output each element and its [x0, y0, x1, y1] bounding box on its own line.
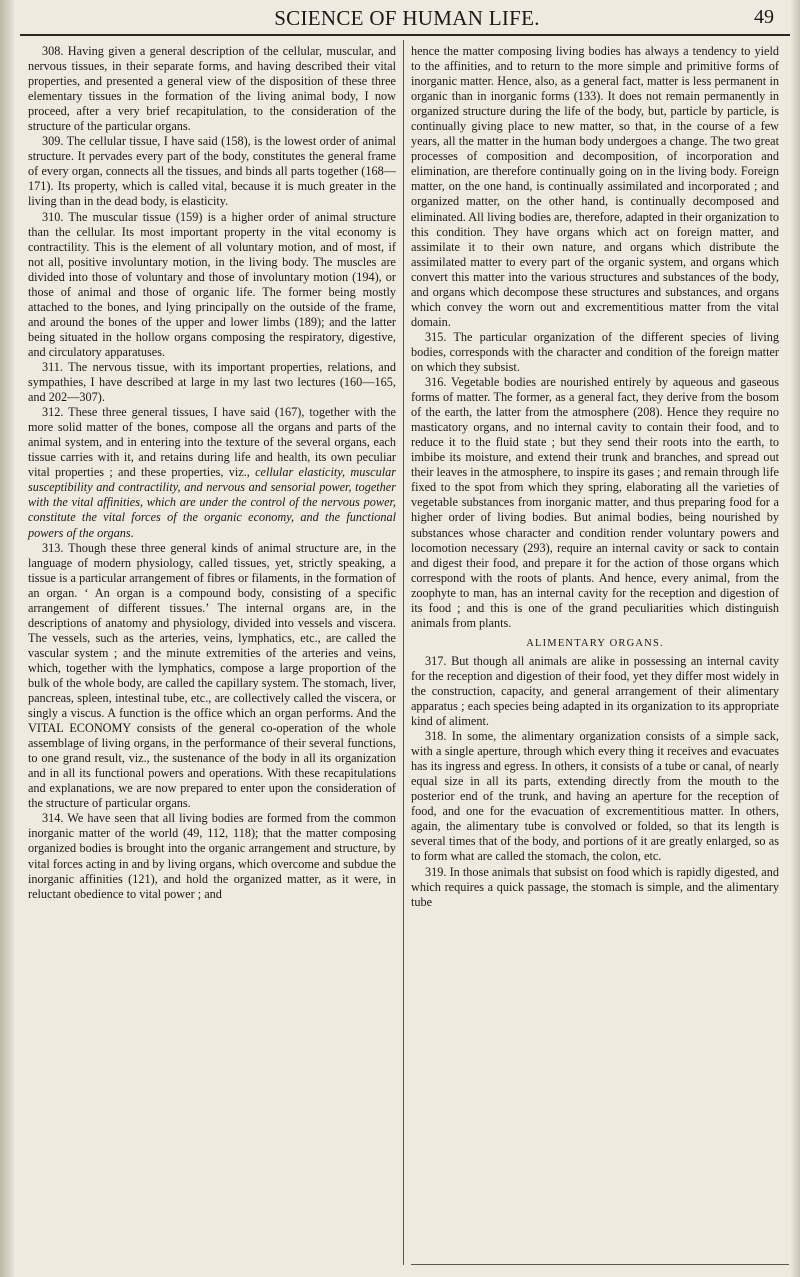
section-heading: ALIMENTARY ORGANS. — [526, 637, 664, 649]
paragraph-text-tail: . — [130, 525, 134, 540]
emphasized-text: cellular elasticity, muscular susceptibility and contractility, and nervous and sensorial power, together with the vital affinities, which are under the control of the nervous power, constitute the vital forces of the organic economy, and the functional powers of the organs — [28, 465, 396, 540]
paragraph: 314. We have seen that all living bodies are formed from the common inorganic matter of the world (49, 112, 118); that the matter composing organized bodies is brought into the organic arrangement and structure, by vital forces acting in and by living organs, which overcome and subdue the inorganic affinities (121), and hold the organized matter, as it were, in reluctant obedience to vital power ; and — [28, 811, 396, 901]
page-number: 49 — [754, 6, 774, 28]
right-text-column — [411, 44, 779, 910]
paragraph: 311. The nervous tissue, with its important properties, relations, and sympathies, I have described at large in my last two lectures (160—165, and 202—307). — [28, 359, 396, 405]
paragraph: 308. Having given a general description of the cellular, muscular, and nervous tissues, in their separate forms, and having described their vital properties, and presented a general view of the disposition of these three elementary tissues in the formation of the living animal body, I now proceed, after a very brief recapitulation, to the consideration of the structure of the particular organs. — [28, 44, 396, 134]
paragraph-text: 312. These three general tissues, I have said (167), together with the more solid matter of the bones, compose all the organs and parts of the animal system, and in entering into the texture of the several organs, each tissue carries with it, and retains during life and health, its own peculiar vital properties ; and these properties, viz., — [28, 405, 396, 480]
page-edge — [790, 0, 800, 1277]
paragraph: 316. Vegetable bodies are nourished entirely by aqueous and gaseous forms of matter. The former, as a general fact, they derive from the bosom of the earth, the latter from the atmosphere (208). Hence they require no masticatory organs, and no internal cavity to contain their food, and to reduce it to the fluid state ; but they send their roots into the earth, to imbibe its moisture, and extend their trunk and branches, and spread out their leaves in the atmosphere, to inspire its gases ; and remain through life fixed to the spot from which they spring, elaborating all the varieties of vegetable substances from inorganic matter, and thus preparing food for a higher order of living bodies. But animal bodies, being nourished by substances whose character and condition render voluntary powers and locomotion necessary (293), require an internal cavity or sack to contain and digest their food, and prepare it for the action of those organs which correspond with the roots of plants. And hence, every animal, from the zoophyte to man, has an internal cavity for the reception and digestion of its food ; and this is one of the grand peculiarities which distinguish animals from plants. — [411, 375, 779, 630]
bottom-rule — [411, 1264, 789, 1265]
paragraph: 318. In some, the alimentary organization consists of a simple sack, with a single aperture, through which every thing it receives and evacuates has its ingress and egress. In others, it consists of a tube or canal, of nearly equal size in all its parts, extending directly from the mouth to the posterior end of the trunk, and having an aperture for the reception of food, and one for the evacuation of excrementitious matter. In others, again, the alimentary tube is convolved or folded, so that its length is several times that of the body, and portions of it are greatly enlarged, so as to form what are called the stomach, the colon, etc. — [411, 729, 779, 864]
header-rule — [20, 34, 790, 36]
paragraph: 315. The particular organization of the different species of living bodies, corresponds with the character and condition of the foreign matter on which they subsist. — [411, 329, 779, 374]
running-header — [20, 4, 794, 34]
paragraph: hence the matter composing living bodies has always a tendency to yield to the affinities, and to return to the more simple and primitive forms of inorganic matter. Hence, also, as a general fact, matter is less permanent in organic than in inorganic forms (133). It does not remain permanently in organized structure during the life of the body, but, particle by particle, is continually giving place to new matter, so that, in the course of a few years, all the matter in the human body undergoes a change. The two great processes of composition and decomposition, of incorporation and elimination, are therefore continually going on in the living body. Foreign matter, on the one hand, is continually assimilated and incorporated ; and organized matter, on the other hand, is continually decomposed and eliminated. All living bodies are, therefore, adapted in their organization to this condition. They have organs which act on foreign matter, and assimilate it to their own nature, and organs which distribute the assimilated matter to every part of the organic system, and organs which convert this matter into the various structures and substances of the body, and organs which decompose these structures and substances, and organs which convey the worn out and excrementitious matter from the vital domain. — [411, 44, 779, 329]
column-divider — [403, 40, 404, 1265]
running-title: SCIENCE OF HUMAN LIFE. — [274, 6, 540, 30]
paragraph: 319. In those animals that subsist on food which is rapidly digested, and which requires a quick passage, the stomach is simple, and the alimentary tube — [411, 864, 779, 909]
paragraph: 309. The cellular tissue, I have said (158), is the lowest order of animal structure. It pervades every part of the body, constitutes the general frame of every organ, connects all the tissues, and binds all parts together (168—171). Its property, which is called vital, because it is much greater in the living than in the dead body, is elasticity. — [28, 134, 396, 209]
paragraph: 313. Though these three general kinds of animal structure are, in the language of modern physiology, called tissues, yet, strictly speaking, a tissue is a particular arrangement of fibres or filaments, in the formation of an organ. ‘ An organ is a compound body, consisting of a specific arrangement of different tissues.’ The internal organs are, in the descriptions of anatomy and physiology, divided into vessels and viscera. The vessels, such as the arteries, veins, lymphatics, etc., are called the vascular system ; and the minute extremities of the arteries and veins, which, together with the lymphatics, compose a large proportion of the bulk of the whole body, are called the capillary system. The stomach, liver, pancreas, spleen, intestinal tube, etc., are collectively called the viscera, or singly a viscus. A function is the office which an organ performs. And the VITAL ECONOMY consists of the general co-operation of the whole assemblage of living organs, in the performance of their several functions, to one grand result, viz., the sustenance of the body in all its organization and in all its functional powers and operations. With these recapitulations and explanations, we are now prepared to enter upon the consideration of the structure of particular organs. — [28, 540, 396, 811]
page-binding-shadow — [0, 0, 14, 1277]
paragraph: 317. But though all animals are alike in possessing an internal cavity for the reception and digestion of their food, yet they differ most widely in the construction, capacity, and general arrangement of their alimentary apparatus ; each species being adapted in its organization to its appropriate kind of aliment. — [411, 653, 779, 729]
left-text-column — [28, 44, 396, 902]
paragraph: 310. The muscular tissue (159) is a higher order of animal structure than the cellular. Its most important property in the vital economy is contractility. This is the element of all voluntary motion, and of most, if not all, positive involuntary motion, in the living body. The muscles are divided into those of voluntary and those of involuntary motion (194), or those of animal and those of organic life. The former being mostly attached to the bones, and lying principally on the outside of the frame, and around the bones of the upper and lower limbs (189); and the latter being situated in the hollow organs composing the respiratory, digestive, and circulatory apparatuses. — [28, 209, 396, 359]
paragraph — [28, 405, 396, 540]
